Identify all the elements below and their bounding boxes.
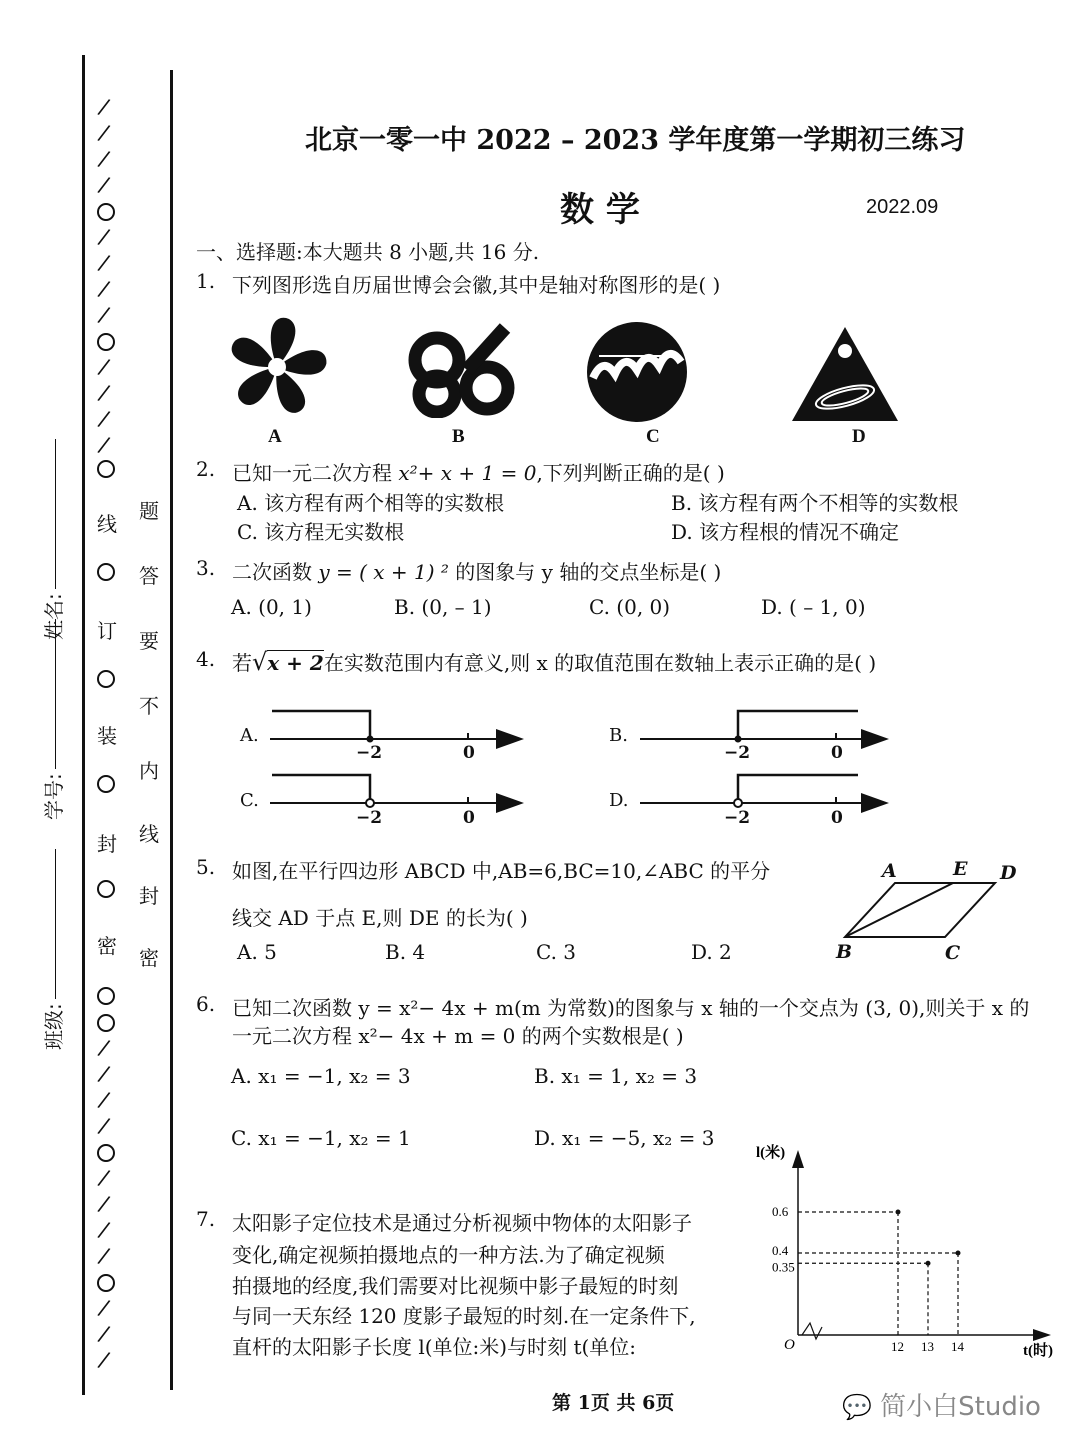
gutter-slash: / bbox=[95, 1347, 112, 1374]
gutter-circle bbox=[97, 1274, 115, 1292]
q5-parallelogram bbox=[835, 880, 1005, 940]
q3-option-d[interactable]: D. ( – 1, 0) bbox=[761, 595, 866, 619]
q2-formula: x²+ x + 1 = 0 bbox=[398, 461, 537, 485]
page-number: 第 1页 共 6页 bbox=[552, 1392, 675, 1414]
q6-option-c[interactable]: C. x₁ = −1, x₂ = 1 bbox=[231, 1126, 411, 1150]
gutter-slash: / bbox=[95, 1061, 112, 1088]
sqrt-icon: √ bbox=[252, 648, 268, 676]
class-label: 班级: bbox=[42, 1003, 66, 1050]
q6-option-b[interactable]: B. x₁ = 1, x₂ = 3 bbox=[534, 1064, 698, 1088]
name-label: 姓名: bbox=[42, 593, 66, 640]
q4-tick-label: 0 bbox=[831, 808, 843, 828]
warn-char: 密 bbox=[139, 946, 159, 970]
q1-logo-b bbox=[405, 318, 520, 418]
q4-number: 4. bbox=[196, 647, 216, 671]
q7-shadow-chart bbox=[740, 1135, 1060, 1365]
gutter-slash: / bbox=[95, 354, 112, 381]
seal-circle bbox=[97, 987, 115, 1005]
seal-char-feng: 封 bbox=[97, 832, 117, 856]
q1-label-b: B bbox=[452, 426, 465, 447]
gutter-slash: / bbox=[95, 276, 112, 303]
q6-option-d[interactable]: D. x₁ = −5, x₂ = 3 bbox=[534, 1126, 715, 1150]
class-field[interactable] bbox=[38, 849, 67, 1050]
q6-number: 6. bbox=[196, 992, 216, 1016]
gutter-slash: / bbox=[95, 1295, 112, 1322]
q7-line: 直杆的太阳影子长度 l(单位:米)与时刻 t(单位: bbox=[232, 1335, 637, 1359]
chart-x-tick-label: 12 bbox=[891, 1339, 904, 1354]
q5-vertex-e: E bbox=[953, 858, 968, 880]
q2-option-b[interactable]: B. 该方程有两个不相等的实数根 bbox=[671, 491, 959, 515]
q5-option-a[interactable]: A. 5 bbox=[237, 940, 277, 964]
gutter-slash: / bbox=[95, 380, 112, 407]
q3-number: 3. bbox=[196, 556, 216, 580]
q3-option-a[interactable]: A. (0, 1) bbox=[231, 595, 312, 619]
q7-line: 变化,确定视频拍摄地点的一种方法.为了确定视频 bbox=[232, 1243, 665, 1267]
q1-logo-d bbox=[790, 325, 900, 423]
q5-vertex-a: A bbox=[882, 860, 897, 882]
q1-text: 下列图形选自历届世博会会徽,其中是轴对称图形的是( ) bbox=[232, 273, 721, 297]
subject-title: 数 学 bbox=[560, 190, 640, 230]
gutter-slash: / bbox=[95, 406, 112, 433]
q1-logo-c bbox=[585, 320, 690, 425]
warn-char: 线 bbox=[139, 822, 159, 846]
q3-option-c[interactable]: C. (0, 0) bbox=[589, 595, 671, 619]
q3-option-b[interactable]: B. (0, – 1) bbox=[394, 595, 492, 619]
seal-char-mi: 密 bbox=[97, 934, 117, 958]
exam-title: 北京一零一中 2022 – 2023 学年度第一学期初三练习 bbox=[305, 125, 966, 156]
q4-text-a: 若 bbox=[232, 651, 252, 675]
q4-stem bbox=[232, 647, 876, 676]
q4-option-c[interactable]: C. bbox=[240, 790, 259, 811]
name-field[interactable] bbox=[38, 439, 67, 640]
gutter-circle bbox=[97, 333, 115, 351]
q5-option-c[interactable]: C. 3 bbox=[536, 940, 577, 964]
q2-number: 2. bbox=[196, 457, 216, 481]
q5-option-d[interactable]: D. 2 bbox=[691, 940, 732, 964]
chart-origin-label: O bbox=[784, 1337, 795, 1353]
gutter-slash: / bbox=[95, 172, 112, 199]
q5-vertex-b: B bbox=[836, 941, 853, 963]
q1-number: 1. bbox=[196, 269, 216, 293]
gutter-slash: / bbox=[95, 1113, 112, 1140]
q3-text-a: 二次函数 bbox=[232, 560, 319, 584]
gutter-slash: / bbox=[95, 224, 112, 251]
seal-char-xian: 线 bbox=[97, 512, 117, 536]
gutter-circle bbox=[97, 1014, 115, 1032]
q1-label-c: C bbox=[646, 426, 660, 447]
q5-option-b[interactable]: B. 4 bbox=[385, 940, 426, 964]
watermark-text: 简小白Studio bbox=[880, 1392, 1041, 1422]
q4-line-a bbox=[270, 711, 520, 743]
q2-option-a[interactable]: A. 该方程有两个相等的实数根 bbox=[237, 491, 505, 515]
gutter-slash: / bbox=[95, 1217, 112, 1244]
chart-point bbox=[926, 1261, 931, 1266]
q5-vertex-c: C bbox=[945, 942, 961, 964]
gutter-slash: / bbox=[95, 94, 112, 121]
q6-option-a[interactable]: A. x₁ = −1, x₂ = 3 bbox=[231, 1064, 411, 1088]
q2-text-b: ,下列判断正确的是( ) bbox=[536, 461, 725, 485]
q5-line1: 如图,在平行四边形 ABCD 中,AB=6,BC=10,∠ABC 的平分 bbox=[232, 859, 771, 883]
chart-y-tick-label: 0.6 bbox=[772, 1204, 789, 1219]
q2-stem bbox=[232, 457, 725, 486]
seal-circle bbox=[97, 775, 115, 793]
seal-char-ding: 订 bbox=[97, 619, 117, 643]
chart-x-tick-label: 14 bbox=[951, 1339, 964, 1354]
q7-line: 拍摄地的经度,我们需要对比视频中影子最短的时刻 bbox=[232, 1274, 679, 1298]
q5-number: 5. bbox=[196, 855, 216, 879]
gutter-slash: / bbox=[95, 1165, 112, 1192]
gutter-slash: / bbox=[95, 432, 112, 459]
chart-y-tick-label: 0.4 bbox=[772, 1243, 789, 1258]
q4-tick-label: −2 bbox=[724, 743, 751, 763]
gutter-slash: / bbox=[95, 1243, 112, 1270]
seal-circle bbox=[97, 670, 115, 688]
gutter-slash: / bbox=[95, 302, 112, 329]
q4-option-a[interactable]: A. bbox=[240, 725, 259, 746]
q1-label-a: A bbox=[268, 426, 282, 447]
chart-point bbox=[896, 1210, 901, 1215]
q3-formula: y = ( x + 1) ² bbox=[318, 560, 449, 584]
chart-x-label: t(时) bbox=[1023, 1343, 1053, 1359]
warn-char: 不 bbox=[139, 694, 159, 718]
q2-option-c[interactable]: C. 该方程无实数根 bbox=[237, 520, 405, 544]
watermark bbox=[842, 1386, 1041, 1423]
q1-logo-a bbox=[225, 315, 330, 420]
q2-option-d[interactable]: D. 该方程根的情况不确定 bbox=[671, 520, 900, 544]
q4-radical: x + 2 bbox=[267, 651, 324, 675]
gutter-circle bbox=[97, 203, 115, 221]
q5-vertex-d: D bbox=[1000, 862, 1017, 884]
q4-text-b: 在实数范围内有意义,则 x 的取值范围在数轴上表示正确的是( ) bbox=[323, 651, 877, 675]
q4-line-d bbox=[640, 775, 885, 807]
gutter-slash: / bbox=[95, 250, 112, 277]
seal-char-zhuang: 装 bbox=[97, 724, 117, 748]
seal-circle bbox=[97, 460, 115, 478]
gutter-slash: / bbox=[95, 1191, 112, 1218]
gutter-slash: / bbox=[95, 146, 112, 173]
q7-line: 太阳影子定位技术是通过分析视频中物体的太阳影子 bbox=[232, 1211, 692, 1235]
student-id-label: 学号: bbox=[42, 773, 66, 820]
q4-line-c bbox=[270, 775, 520, 807]
gutter-circle bbox=[97, 1144, 115, 1162]
q3-text-b: 的图象与 y 轴的交点坐标是( ) bbox=[448, 560, 722, 584]
gutter-right-rule bbox=[170, 70, 173, 1390]
q6-line1: 已知二次函数 y = x²− 4x + m(m 为常数)的图象与 x 轴的一个交点为 (3, 0),则关于 x 的 bbox=[232, 996, 1030, 1020]
q1-label-d: D bbox=[852, 426, 866, 447]
q3-stem bbox=[232, 556, 721, 585]
q5-line2: 线交 AD 于点 E,则 DE 的长为( ) bbox=[232, 906, 528, 930]
q4-tick-label: 0 bbox=[463, 743, 475, 763]
warn-char: 答 bbox=[139, 564, 159, 588]
q4-option-b[interactable]: B. bbox=[609, 725, 628, 746]
gutter-slash: / bbox=[95, 1035, 112, 1062]
q4-option-d[interactable]: D. bbox=[609, 790, 629, 811]
q4-line-b bbox=[640, 711, 885, 743]
q4-tick-label: 0 bbox=[831, 743, 843, 763]
q4-tick-label: −2 bbox=[356, 808, 383, 828]
chat-bubble-icon: 💬 bbox=[842, 1393, 872, 1421]
seal-circle bbox=[97, 880, 115, 898]
gutter-slash: / bbox=[95, 120, 112, 147]
chart-y-label: l(米) bbox=[756, 1145, 786, 1161]
q6-line2: 一元二次方程 x²− 4x + m = 0 的两个实数根是( ) bbox=[232, 1024, 684, 1048]
warn-char: 题 bbox=[139, 499, 159, 523]
gutter-slash: / bbox=[95, 1087, 112, 1114]
chart-x-tick-label: 13 bbox=[921, 1339, 934, 1354]
q4-tick-label: −2 bbox=[356, 743, 383, 763]
section-heading: 一、选择题:本大题共 8 小题,共 16 分. bbox=[196, 240, 540, 264]
q4-tick-label: 0 bbox=[463, 808, 475, 828]
warn-char: 内 bbox=[139, 759, 159, 783]
q4-numberlines bbox=[230, 695, 910, 835]
chart-point bbox=[956, 1251, 961, 1256]
q4-tick-label: −2 bbox=[724, 808, 751, 828]
warn-char: 要 bbox=[139, 629, 159, 653]
exam-date: 2022.09 bbox=[866, 196, 939, 218]
gutter-left-rule bbox=[82, 55, 85, 1395]
seal-circle bbox=[97, 563, 115, 581]
chart-axis-break bbox=[802, 1323, 822, 1339]
q2-text-a: 已知一元二次方程 bbox=[232, 461, 399, 485]
q7-line: 与同一天东经 120 度影子最短的时刻.在一定条件下, bbox=[232, 1304, 696, 1328]
q7-number: 7. bbox=[196, 1207, 216, 1231]
chart-y-tick-label: 0.35 bbox=[772, 1259, 795, 1275]
student-id-field[interactable] bbox=[38, 619, 67, 820]
gutter-slash: / bbox=[95, 1321, 112, 1348]
warn-char: 封 bbox=[139, 884, 159, 908]
